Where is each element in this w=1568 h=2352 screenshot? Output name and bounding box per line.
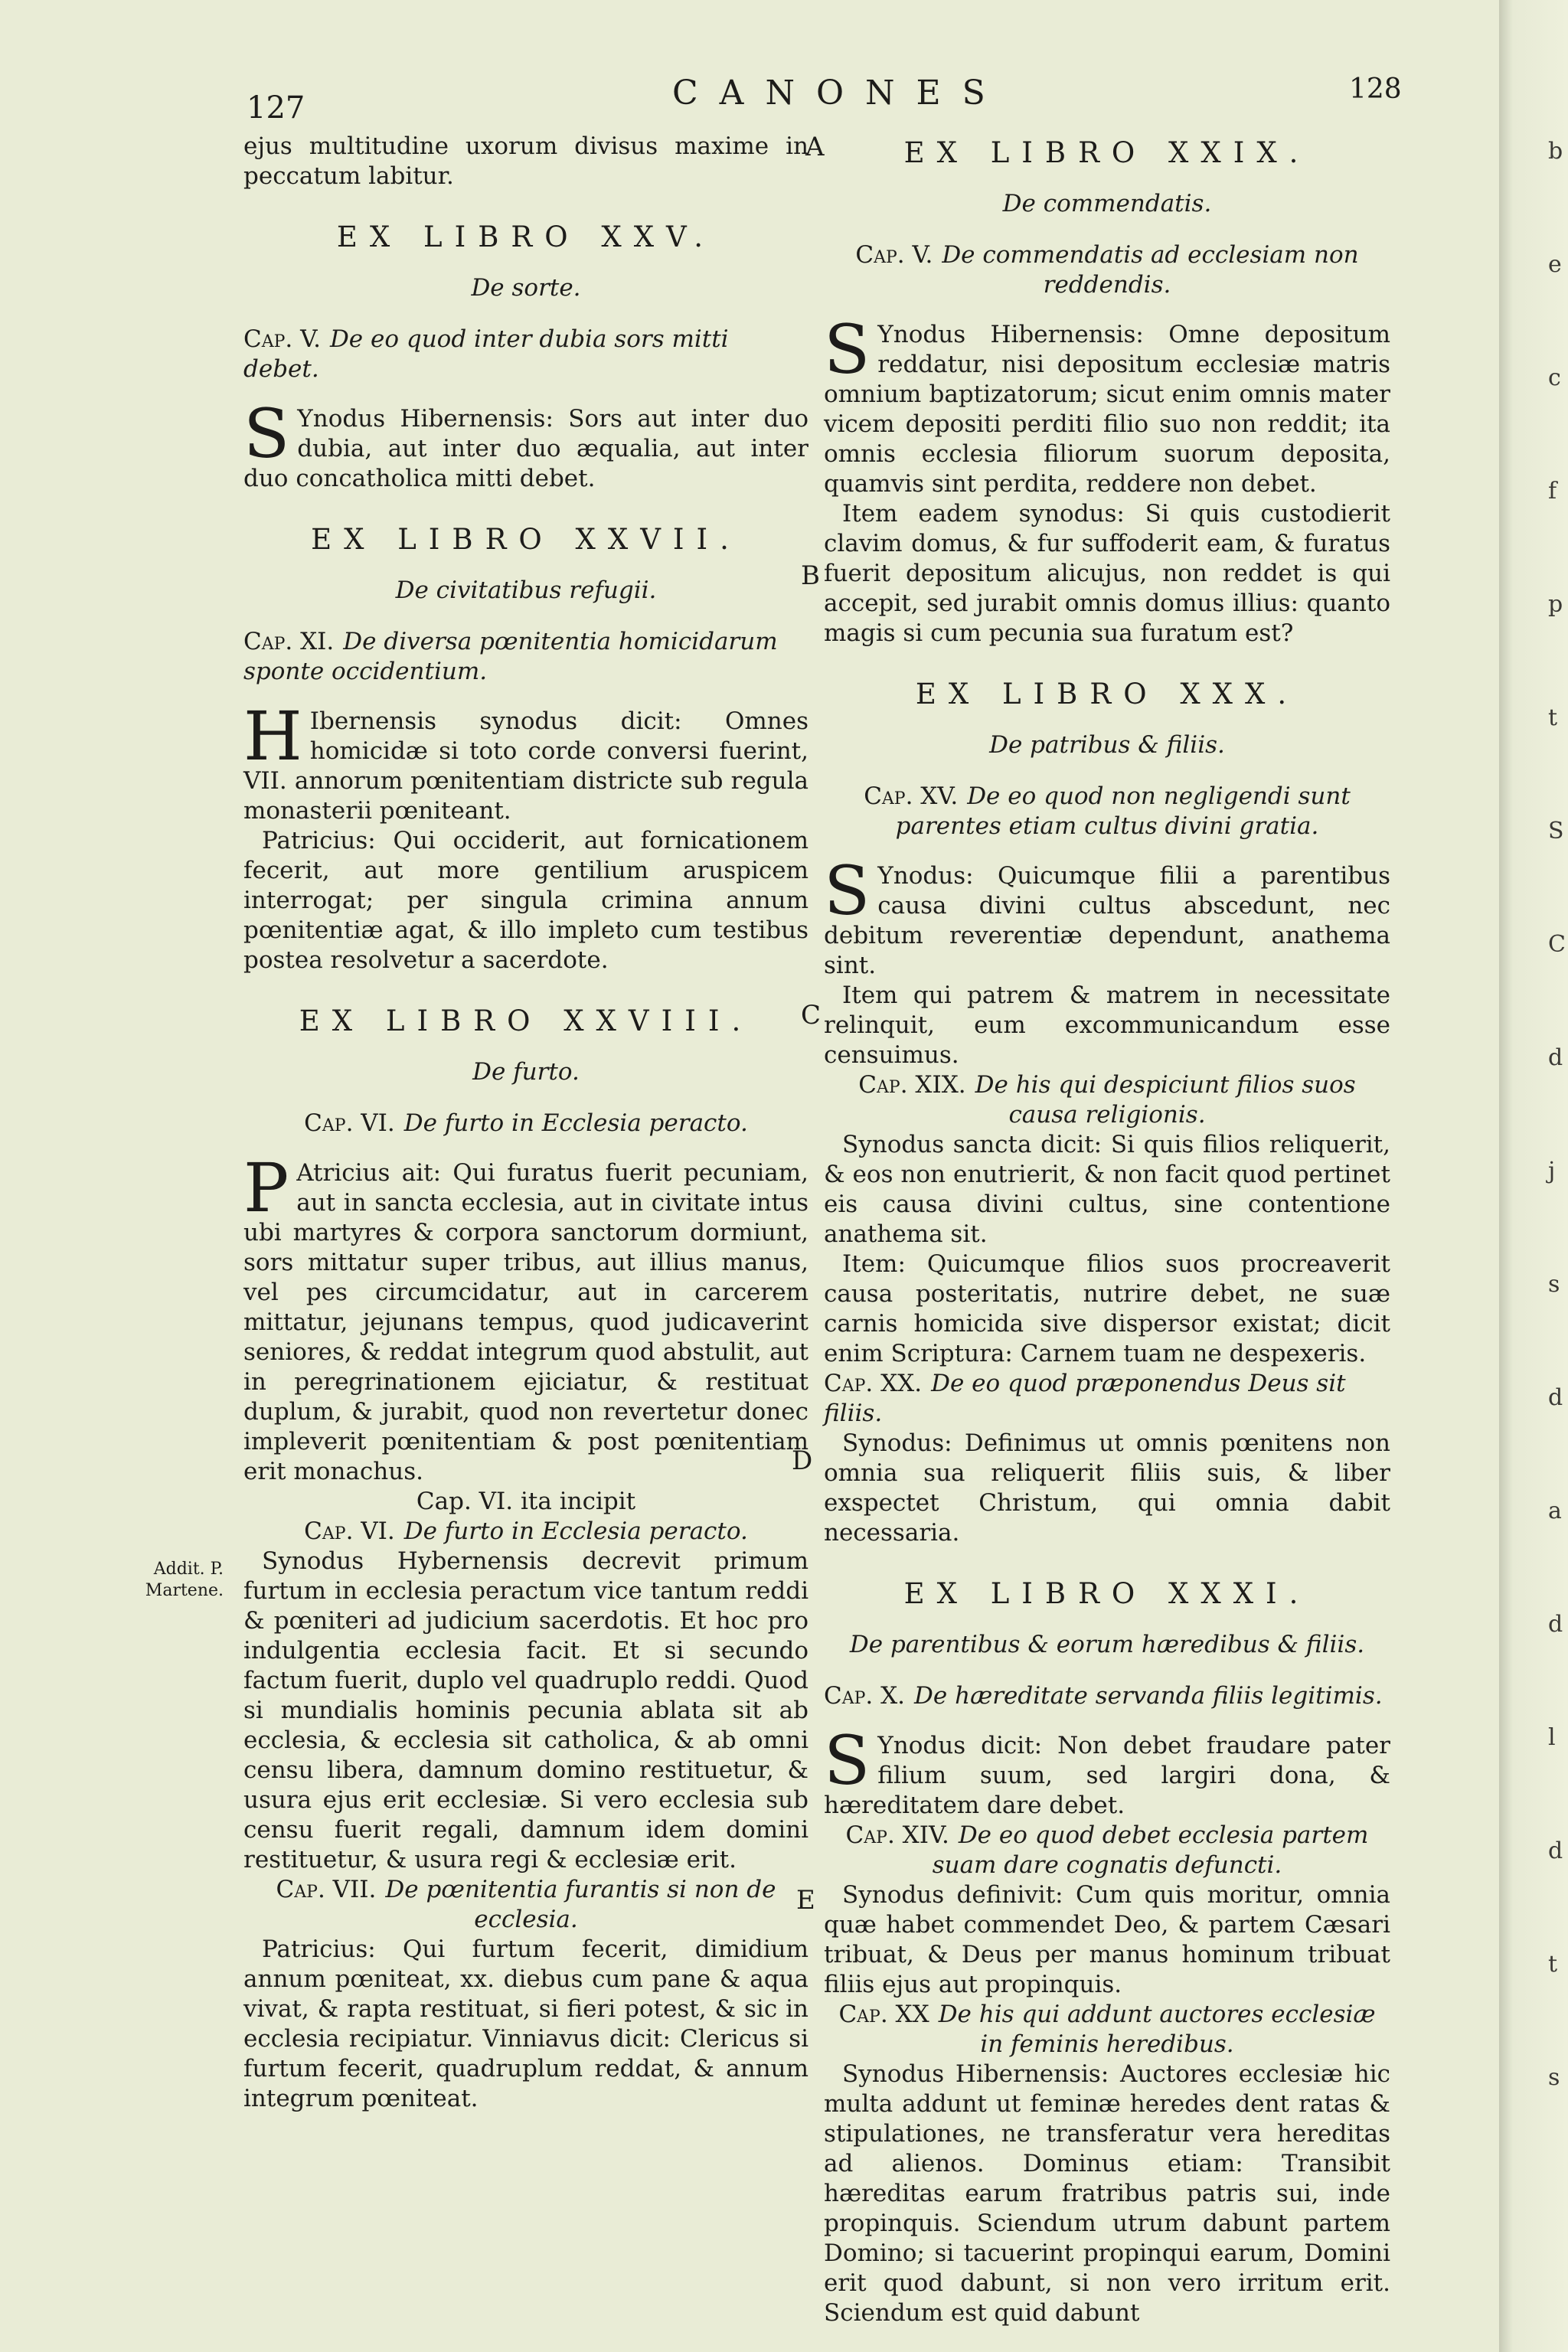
chapter-label: Cap. V. [855, 241, 933, 269]
book-27-rubric: De civitatibus refugii. [395, 577, 657, 604]
chapter-label: Cap. V. [243, 325, 321, 353]
book-31-title: EX LIBRO XXXI. [903, 1577, 1311, 1610]
facing-page-edge [1499, 0, 1568, 2352]
drop-capital: P [243, 1148, 289, 1227]
intro-text: ejus multitudine uxorum divisus maxime in peccatum labitur. [243, 132, 808, 190]
chapter-title: De eo quod non negligendi sunt parentes etiam cultus divini gratia. [895, 782, 1351, 840]
paragraph-text: Ynodus Hibernensis: Omne depositum reddatur, nisi depositum ecclesiæ matris omnium baptizatorum; sicut enim omnis mater vicem depositi perditi filio suo non reddit; ita omnis ecclesia filiorum suorum deposita, quamvis sint perdita, reddere non debet. [824, 321, 1390, 498]
facing-page-fragment: e [1548, 251, 1562, 278]
facing-page-fragment: d [1548, 1384, 1563, 1411]
book-29-text-1 [824, 310, 1390, 499]
chapter-label: Cap. X. [824, 1682, 906, 1710]
book-31-chapter-2 [824, 1821, 1390, 1880]
paragraph-text: Ynodus dicit: Non debet fraudare pater filium suum, sed largiri dona, & hæreditatem dare debet. [824, 1732, 1390, 1819]
drop-capital: S [824, 1721, 871, 1800]
chapter-title: De hæreditate servanda filiis legitimis. [914, 1682, 1383, 1710]
chapter-title: De furto in Ecclesia peracto. [403, 1109, 748, 1137]
book-25-rubric: De sorte. [471, 274, 581, 302]
paragraph-text: Ynodus Hibernensis: Sors aut inter duo dubia, aut inter duo æqualia, aut inter duo concatholica mitti debet. [243, 405, 808, 492]
side-note-line-2: Martene. [145, 1581, 224, 1600]
book-30-text-3: Synodus sancta dicit: Si quis filios reliquerit, & eos non enutrierit, & non facit quod pertinet eis causa divini cultus, sine contentione anathema sit. [824, 1131, 1390, 1248]
facing-page-fragment: C [1548, 931, 1566, 958]
book-31-text-3: Synodus Hibernensis: Auctores ecclesiæ hic multa addunt ut feminæ heredes dent ratas & stipulationes, ne transferatur vera hereditas ad alienos. Dominus etiam: Transibit hæreditas earum fratribus patris sui, inde propinquis. Sciendum utrum dabunt partem Domino; si tacuerint propinqui earum, Domini erit quod dabunt, si non vero irritum erit. Sciendum est quid dabunt [824, 2060, 1390, 2327]
margin-letter-d: D [792, 1446, 813, 1476]
left-column [243, 132, 808, 2114]
facing-page-fragment: t [1548, 1951, 1558, 1978]
paragraph-text: Ynodus: Quicumque filii a parentibus causa divini cultus abscedunt, nec debitum reverentiæ dependunt, anathema sint. [824, 862, 1390, 979]
chapter-title: De eo quod præponendus Deus sit filiis. [824, 1370, 1346, 1427]
chapter-label: Cap. VII. [276, 1876, 377, 1903]
book-30-chapter-2 [824, 1070, 1390, 1130]
chapter-label: Cap. VI. [304, 1109, 395, 1137]
book-28-chapter-2 [243, 1517, 808, 1547]
chapter-label: Cap. XX. [824, 1370, 923, 1397]
chapter-label: Cap. XX [838, 2001, 929, 2028]
book-25-chapter [243, 325, 808, 384]
side-note-line-1: Addit. P. [153, 1560, 224, 1579]
chapter-label: Cap. XV. [864, 782, 959, 810]
book-31-text-2: Synodus definivit: Cum quis moritur, omnia quæ habet commendet Deo, & partem Cæsari tribuat, & Deus per manus hominum tribuat filiis ejus aut propinquis. [824, 1881, 1390, 1998]
page-number-left: 127 [247, 90, 305, 126]
book-25-text [243, 394, 808, 494]
book-30-rubric: De patribus & filiis. [989, 731, 1225, 759]
book-29-chapter [824, 240, 1390, 300]
running-title: CANONES [672, 74, 1007, 113]
paragraph-text: Ibernensis synodus dicit: Omnes homicidæ si toto corde conversi fuerint, VII. annorum pœnitentiam districte sub regula monasterii pœniteant. [243, 707, 808, 825]
book-30-text-4: Item: Quicumque filios suos procreaverit causa posteritatis, nutrire debet, ne suæ carnis homicida sive dispersor existat; dicit enim Scriptura: Carnem tuam ne despexeris. [824, 1250, 1390, 1367]
book-31-chapter-3 [824, 2000, 1390, 2060]
book-30-chapter-3 [824, 1369, 1390, 1429]
facing-page-fragment: b [1548, 138, 1563, 165]
chapter-title: De his qui addunt auctores ecclesiæ in feminis heredibus. [938, 2001, 1376, 2058]
chapter-title: De pœnitentia furantis si non de ecclesia. [385, 1876, 776, 1933]
book-29-rubric: De commendatis. [1002, 190, 1212, 217]
chapter-label: Cap. XI. [243, 628, 335, 655]
chapter-label: Cap. VI. [304, 1517, 395, 1545]
facing-page-fragment: S [1548, 818, 1564, 844]
book-30-text-2: Item qui patrem & matrem in necessitate relinquit, eum excommunicandum esse censuimus. [824, 982, 1390, 1069]
book-25-title: EX LIBRO XXV. [336, 220, 716, 253]
book-28-chapter-3 [243, 1875, 808, 1935]
chapter-title: De furto in Ecclesia peracto. [403, 1517, 748, 1545]
facing-page-fragment: l [1548, 1724, 1556, 1751]
margin-letter-b: B [801, 560, 820, 591]
side-note [109, 1559, 224, 1602]
facing-page-fragment: s [1548, 1271, 1560, 1298]
drop-capital: S [243, 394, 290, 473]
book-31-text-1 [824, 1721, 1390, 1821]
page-number-right: 128 [1349, 74, 1402, 105]
chapter-title: De diversa pœnitentia homicidarum sponte occidentium. [243, 628, 778, 685]
book-27-chapter [243, 627, 808, 687]
drop-capital: H [243, 697, 302, 776]
book-29-title: EX LIBRO XXIX. [903, 136, 1311, 169]
margin-letter-e: E [796, 1885, 815, 1916]
facing-page-fragment: f [1548, 478, 1557, 505]
book-28-text-2: Synodus Hybernensis decrevit primum furtum in ecclesia peractum vice tantum reddi & pœniteri ad judicium sacerdotis. Et hoc pro indulgentia ecclesia facit. Et si secundo factum fuerit, duplo vel quadruplo reddi. Quod si mundialis hominis pecunia ablata sit ab ecclesia, & ecclesia sit catholica, & ab omni censu libera, damnum domino restituetur, & usura ejus erit ecclesiæ. Si vero ecclesia sub censu fuerit regali, damnum idem domini restituetur, & usura regi & ecclesiæ erit. [243, 1547, 808, 1873]
book-30-text-1 [824, 851, 1390, 981]
book-28-text-1 [243, 1148, 808, 1487]
facing-page-fragment: d [1548, 1611, 1563, 1638]
facing-page-fragment: d [1548, 1838, 1563, 1864]
chapter-title: De his qui despiciunt filios suos causa religionis. [975, 1071, 1356, 1129]
drop-capital: S [824, 310, 871, 389]
book-31-chapter [824, 1681, 1390, 1711]
facing-page-fragment: s [1548, 2064, 1560, 2091]
drop-capital: S [824, 851, 871, 930]
chapter-label: Cap. XIX. [858, 1071, 966, 1099]
margin-letter-c: C [801, 1000, 822, 1031]
facing-page-fragment: d [1548, 1044, 1563, 1071]
facing-page-fragment: p [1548, 591, 1563, 618]
facing-page-fragment: c [1548, 364, 1561, 391]
book-30-chapter [824, 782, 1390, 841]
book-30-text-5: Synodus: Definimus ut omnis pœnitens non omnia sua reliquerit filiis suis, & liber exspectet Christum, qui omnia dabit necessaria. [824, 1429, 1390, 1547]
book-27-text-1 [243, 697, 808, 826]
book-27-text-2: Patricius: Qui occiderit, aut fornicationem fecerit, aut more gentilium aruspicem interrogat; per singula crimina annum pœnitentiæ agat, & illo impleto cum testibus postea resolvetur a sacerdote. [243, 827, 808, 974]
book-29-text-2: Item eadem synodus: Si quis custodierit clavim domus, & fur suffoderit eam, & furatus fuerit depositum alicujus, non reddet is qui accepit, sed jurabit omnis domus illius: quanto magis si cum pecunia sua furatum est? [824, 500, 1390, 647]
facing-page-fragment: j [1548, 1158, 1556, 1184]
book-28-chapter [243, 1109, 808, 1138]
margin-letter-a: A [805, 132, 825, 162]
chapter-title: De eo quod inter dubia sors mitti debet. [243, 325, 729, 383]
book-30-title: EX LIBRO XXX. [915, 678, 1299, 710]
chapter-title: De eo quod debet ecclesia partem suam dare cognatis defuncti. [932, 1821, 1369, 1879]
facing-page-fragment: t [1548, 704, 1558, 731]
book-27-title: EX LIBRO XXVII. [311, 523, 741, 556]
chapter-note: Cap. VI. ita incipit [416, 1488, 636, 1515]
book-28-text-3: Patricius: Qui furtum fecerit, dimidium annum pœniteat, xx. diebus cum pane & aqua vivat, & rapta restituat, si fieri potest, & sic in ecclesia recipiatur. Vinniavus dicit: Clericus si furtum fecerit, quadruplum reddat, & annum integrum pœniteat. [243, 1936, 808, 2112]
book-31-rubric: De parentibus & eorum hæredibus & filiis. [849, 1631, 1365, 1658]
right-column [824, 138, 1390, 2328]
facing-page-fragment: a [1548, 1498, 1562, 1524]
chapter-title: De commendatis ad ecclesiam non reddendis. [942, 241, 1359, 299]
chapter-label: Cap. XIV. [845, 1821, 949, 1849]
paragraph-text: Atricius ait: Qui furatus fuerit pecuniam, aut in sancta ecclesia, aut in civitate intus ubi martyres & corpora sanctorum dormiunt, sors mittatur super tribus, aut illius manus, vel pes circumcidatur, aut in carcerem mittatur, jejunans tempus, quod judicaverint seniores, & reddat integrum quod abstulit, aut in peregrinationem ejiciatur, & restituat duplum, & jurabit, quod non revertetur donec impleverit pœnitentiam & post pœnitentiam erit monachus. [243, 1159, 808, 1485]
book-28-rubric: De furto. [472, 1058, 580, 1086]
book-28-title: EX LIBRO XXVIII. [299, 1004, 753, 1037]
